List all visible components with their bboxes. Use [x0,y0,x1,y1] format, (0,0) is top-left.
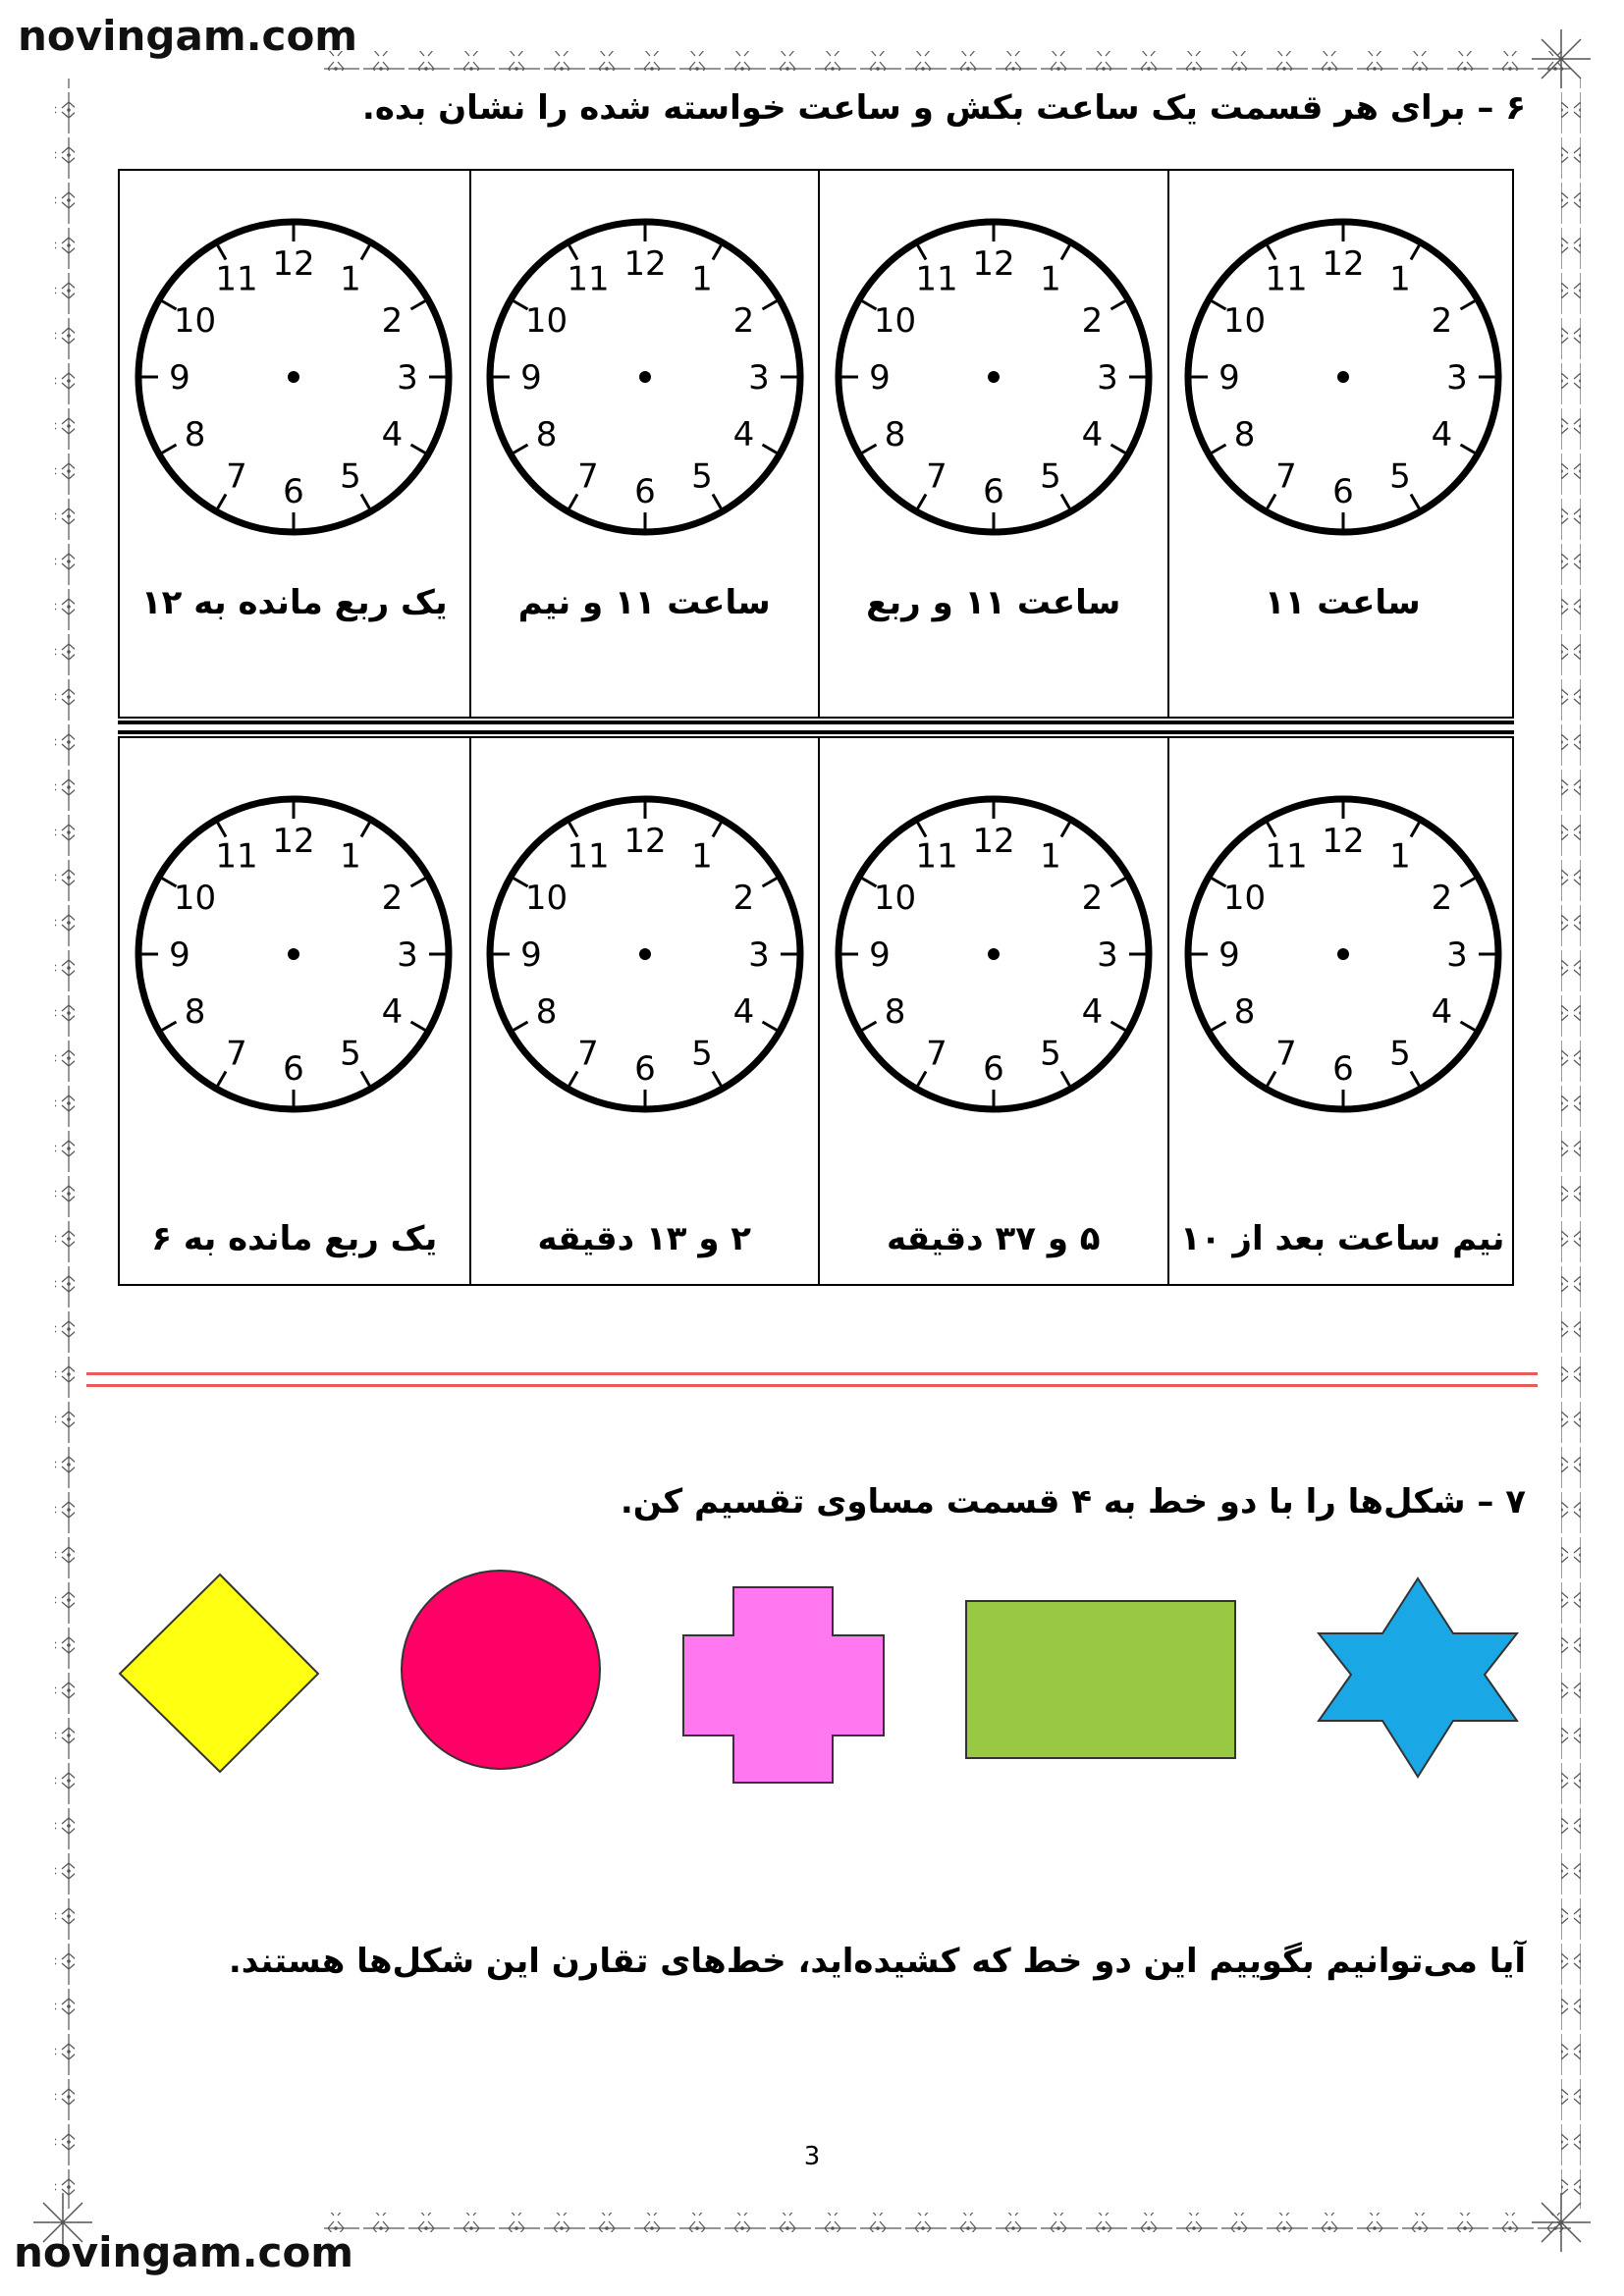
clock-number: 4 [1431,992,1452,1032]
clock-number: 2 [732,301,754,341]
clock-number: 9 [869,358,891,398]
clock-number: 12 [1321,244,1365,284]
clock-number: 9 [169,935,190,975]
clock-number: 4 [381,992,404,1032]
clock-number: 10 [1222,879,1266,918]
clock-number: 3 [397,935,418,975]
clock-number: 11 [566,259,610,299]
diamond-shape [120,1575,318,1772]
clock-number: 10 [873,879,917,918]
question-7-followup: آیا می‌توانیم بگوییم این دو خط که کشیده‌اید، خط‌های تقارن این شکل‌ها هستند. [228,1942,1526,1981]
clock-label: ۲ و ۱۳ دقیقه [537,1219,752,1258]
clock-number: 3 [1097,935,1118,975]
clock-label: ساعت ۱۱ و ربع [866,583,1121,622]
clock-number: 10 [1222,301,1266,341]
page-number: 3 [803,2142,821,2171]
clock-number: 9 [1218,358,1240,398]
clock-number: 11 [1264,836,1308,877]
clock-number: 7 [926,456,947,497]
clock-number: 11 [1264,259,1308,299]
clock-label: نیم ساعت بعد از ۱۰ [1180,1219,1505,1258]
clock-number: 12 [623,822,667,861]
clock-number: 4 [732,415,754,454]
clock-number: 1 [340,259,361,299]
clock-number: 4 [1081,415,1104,454]
clock-number: 2 [1431,301,1452,341]
clock-number: 11 [915,836,958,877]
clock-number: 8 [884,992,906,1032]
clock-number: 3 [1445,358,1468,398]
clock-number: 5 [340,1034,361,1074]
clock-number: 7 [226,456,247,497]
watermark-bottom: novingam.com [14,2228,354,2276]
clock-number: 6 [983,1049,1004,1089]
clock-number: 12 [272,244,315,284]
clock-number: 2 [381,879,404,918]
clock-number: 6 [283,472,304,511]
clock-number: 11 [915,259,958,299]
clock-number: 1 [1388,259,1411,299]
clock-number: 7 [926,1034,947,1074]
clock-label: ساعت ۱۱ [1264,583,1421,622]
clock-number: 7 [1274,1034,1297,1074]
clock-number: 4 [732,992,754,1032]
clock-number: 10 [173,301,217,341]
clock-number: 1 [690,259,713,299]
rectangle-shape [966,1601,1235,1758]
circle-shape [402,1571,600,1769]
clock-number: 7 [226,1034,247,1074]
clock-number: 6 [1331,472,1354,511]
clock-number: 12 [972,822,1015,861]
clock-number: 9 [169,358,190,398]
clock-number: 6 [983,472,1004,511]
clock-number: 4 [1431,415,1452,454]
clock-number: 9 [1218,935,1240,975]
clock-number: 10 [524,301,568,341]
clock-number: 8 [184,415,206,454]
clock-number: 10 [873,301,917,341]
clock-number: 3 [397,358,418,398]
clock-number: 7 [576,1034,599,1074]
clock-number: 11 [566,836,610,877]
clock-number: 7 [1274,456,1297,497]
clock-number: 5 [690,456,713,497]
clock-number: 1 [1388,836,1411,877]
clock-number: 12 [972,244,1015,284]
clock-number: 2 [732,879,754,918]
clock-number: 8 [535,992,557,1032]
clock-number: 2 [1081,879,1104,918]
clock-number: 5 [1388,456,1411,497]
cross-shape [683,1587,884,1783]
clock-number: 3 [1097,358,1118,398]
clock-number: 5 [1040,1034,1061,1074]
clock-number: 6 [1331,1049,1354,1089]
clock-label: ۵ و ۳۷ دقیقه [886,1219,1101,1258]
clock-number: 12 [272,822,315,861]
clock-number: 3 [747,358,770,398]
clock-number: 8 [535,415,557,454]
star-shape [1319,1578,1517,1777]
clock-number: 10 [173,879,217,918]
clock-number: 8 [184,992,206,1032]
watermark-top: novingam.com [18,12,358,60]
clock-number: 6 [633,472,656,511]
clock-number: 1 [1040,836,1061,877]
clock-number: 9 [519,935,542,975]
clock-number: 2 [381,301,404,341]
clock-number: 8 [1233,415,1255,454]
clock-number: 5 [690,1034,713,1074]
clock-number: 8 [1233,992,1255,1032]
clock-label: یک ربع مانده به ۱۲ [140,583,448,622]
clock-number: 2 [1081,301,1104,341]
clock-number: 12 [623,244,667,284]
clock-number: 5 [340,456,361,497]
clock-number: 1 [340,836,361,877]
clock-number: 11 [215,259,258,299]
clock-number: 6 [633,1049,656,1089]
clock-number: 1 [1040,259,1061,299]
clock-number: 8 [884,415,906,454]
clock-number: 3 [1445,935,1468,975]
clock-number: 5 [1388,1034,1411,1074]
clock-number: 11 [215,836,258,877]
clock-label: یک ربع مانده به ۶ [151,1219,438,1258]
clock-number: 10 [524,879,568,918]
clock-number: 2 [1431,879,1452,918]
question-7-heading: ۷ – شکل‌ها را با دو خط به ۴ قسمت مساوی تقسیم کن. [620,1482,1526,1522]
clock-number: 4 [1081,992,1104,1032]
question-6-heading: ۶ – برای هر قسمت یک ساعت بکش و ساعت خواسته شده را نشان بده. [361,88,1526,128]
clock-number: 7 [576,456,599,497]
clock-label: ساعت ۱۱ و نیم [517,583,771,622]
clock-number: 12 [1321,822,1365,861]
clock-number: 3 [747,935,770,975]
clock-number: 9 [869,935,891,975]
clock-number: 5 [1040,456,1061,497]
clock-number: 1 [690,836,713,877]
clock-number: 9 [519,358,542,398]
clock-number: 6 [283,1049,304,1089]
clock-number: 4 [381,415,404,454]
